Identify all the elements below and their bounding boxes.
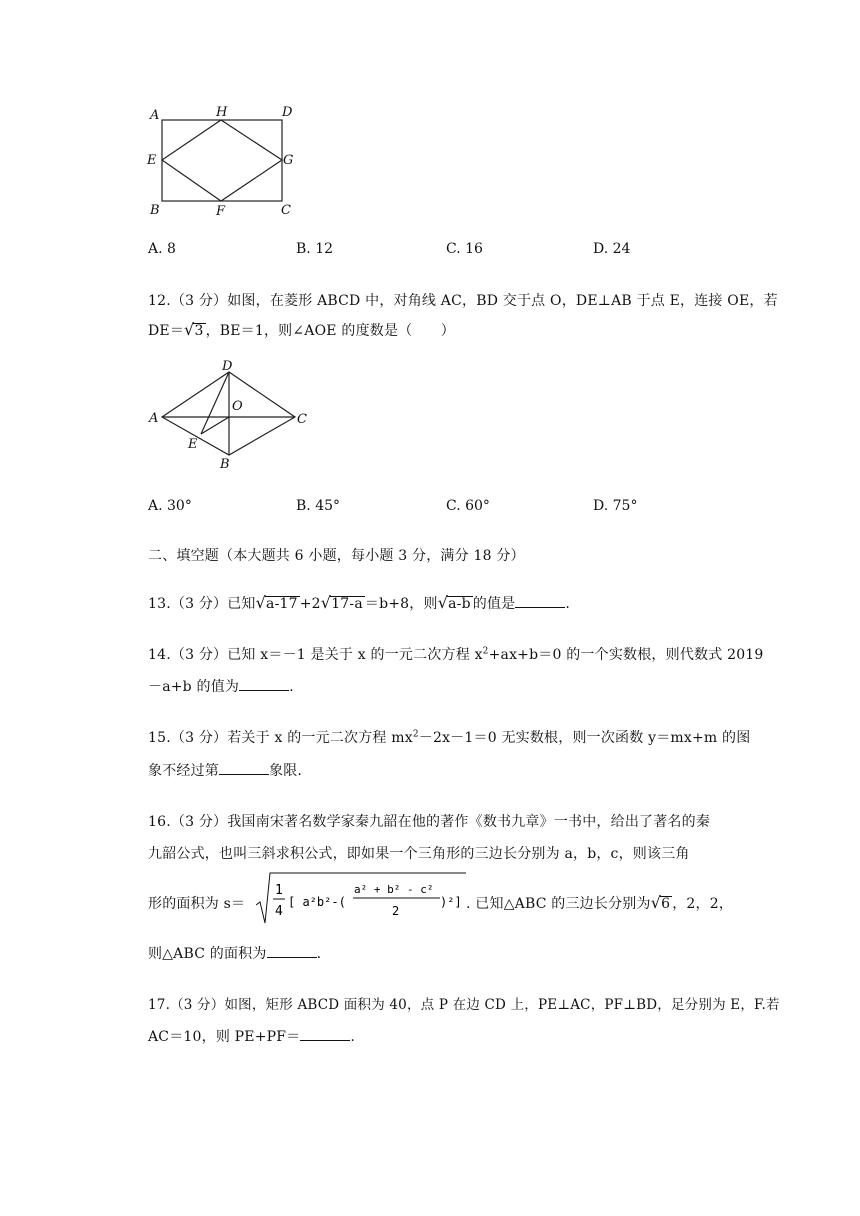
- q14-sup: 2: [482, 646, 489, 657]
- q11-option-c: C. 16: [446, 241, 483, 257]
- q12-score: （3 分）: [170, 293, 228, 309]
- label-o: O: [232, 399, 243, 414]
- q14-line2: [148, 676, 294, 696]
- q13-line: 13.（3 分）已知√a-17 +2√17-a ＝b+8，则√a-b 的值是 .: [148, 593, 571, 612]
- q12-option-d: D. 75°: [593, 498, 638, 514]
- q13-radical-3: a-b: [448, 596, 471, 612]
- label-a: A: [149, 411, 159, 426]
- q12-option-b: B. 45°: [296, 498, 341, 514]
- qin-jiushao-formula: [256, 871, 466, 929]
- q12-option-a: A. 30°: [148, 498, 192, 514]
- q13-plus2: +2: [299, 596, 321, 612]
- q11-option-d: D. 24: [593, 241, 631, 257]
- label-f: F: [216, 204, 226, 219]
- q12-rest: ，BE＝1，则∠AOE 的度数是（ ）: [205, 323, 455, 339]
- q16-text-c: ，2，2，: [672, 896, 734, 912]
- q15-text-c: 象不经过第: [148, 763, 219, 779]
- q13-tail: 的值是: [472, 596, 516, 612]
- q15-line1: [148, 727, 750, 747]
- section-2-heading: 二、填空题（本大题共 6 小题，每小题 3 分，满分 18 分）: [148, 548, 525, 564]
- q17-line1: 17.（3 分）如图，矩形 ABCD 面积为 40，点 P 在边 CD 上，PE⊥AC，PF⊥BD，足分别为 E，F.若: [148, 997, 780, 1013]
- q14-end: .: [289, 679, 294, 695]
- label-b: B: [150, 203, 160, 218]
- label-d: D: [282, 105, 293, 120]
- q14-text-a: 14.（3 分）已知 x＝－1 是关于 x 的一元二次方程 x: [148, 647, 483, 663]
- q14-text-b: +ax+b＝0 的一个实数根，则代数式 2019: [488, 647, 764, 663]
- formula-den-2: 2: [392, 904, 400, 918]
- q12-option-c: C. 60°: [446, 498, 490, 514]
- formula-den-1: 4: [275, 904, 283, 919]
- q12-text: 如图，在菱形 ABCD 中，对角线 AC，BD 交于点 O，DE⊥AB 于点 E，连接 OE，若: [227, 293, 778, 309]
- q16-line3-suffix: . 已知△ABC 的三边长分别为√6 ，2，2，: [466, 893, 734, 912]
- q14-answer-blank[interactable]: [239, 678, 289, 691]
- label-a: A: [150, 108, 160, 123]
- label-b: B: [220, 457, 230, 472]
- q15-sup: 2: [412, 729, 419, 740]
- q16-line3-prefix: 形的面积为 s＝: [148, 896, 246, 912]
- q13-radical-1: a-17: [266, 596, 298, 612]
- q15-answer-blank[interactable]: [219, 762, 269, 775]
- q12-sqrt3: 3: [194, 323, 204, 339]
- q14-line1: [148, 644, 764, 664]
- label-e: E: [188, 437, 198, 452]
- label-g: G: [283, 153, 294, 168]
- q17-answer-blank[interactable]: [300, 1028, 350, 1041]
- q14-text-c: －a+b 的值为: [148, 679, 240, 695]
- q17-text: AC＝10，则 PE+PF＝: [148, 1029, 301, 1045]
- label-h: H: [216, 105, 228, 120]
- q13-eq: ＝b+8，则: [364, 596, 438, 612]
- q16-answer-blank[interactable]: [267, 945, 317, 958]
- label-c: C: [297, 412, 307, 427]
- formula-mid: [ a²b²-(: [288, 895, 346, 909]
- q17-line2: [148, 1026, 355, 1046]
- label-d: D: [222, 359, 233, 374]
- q11-option-b: B. 12: [296, 241, 334, 257]
- q12-line1: [148, 290, 778, 310]
- label-c: C: [281, 203, 291, 218]
- formula-close: )²]: [440, 895, 462, 909]
- q13-answer-blank[interactable]: [515, 595, 565, 608]
- figure-q11-rectangle: [140, 100, 310, 220]
- q16-line1: 16.（3 分）我国南宋著名数学家秦九韶在他的著作《数书九章》一书中，给出了著名的秦: [148, 814, 711, 830]
- q16-sqrt6: 6: [661, 896, 671, 912]
- figure-q12-rhombus: [140, 358, 320, 473]
- q12-number: 12.: [148, 293, 171, 309]
- q12-de: DE＝: [148, 323, 185, 339]
- q15-text-a: 15.（3 分）若关于 x 的一元二次方程 mx: [148, 730, 413, 746]
- q15-text-d: 象限.: [269, 763, 303, 779]
- rectangle-abcd: [162, 120, 282, 201]
- q11-option-a: A. 8: [148, 241, 176, 257]
- q16-text-d: 则△ABC 的面积为: [148, 946, 267, 962]
- q16-line4: [148, 943, 321, 963]
- q15-line2: [148, 760, 302, 780]
- label-e: E: [147, 153, 157, 168]
- q12-line2: DE＝√3 ，BE＝1，则∠AOE 的度数是（ ）: [148, 320, 455, 339]
- q13-end: .: [565, 596, 571, 612]
- q17-end: .: [350, 1029, 356, 1045]
- q13-head: 13.（3 分）已知: [148, 596, 256, 612]
- q16-line2: 九韶公式，也叫三斜求积公式，即如果一个三角形的三边长分别为 a，b，c，则该三角: [148, 846, 690, 862]
- q16-text-b: . 已知△ABC 的三边长分别为: [466, 896, 651, 912]
- formula-num-1: 1: [275, 883, 283, 898]
- q15-text-b: －2x－1＝0 无实数根，则一次函数 y＝mx+m 的图: [418, 730, 751, 746]
- q16-end: .: [316, 946, 322, 962]
- formula-num-2: a² + b² - c²: [354, 883, 434, 896]
- q13-radical-2: 17-a: [331, 596, 363, 612]
- rhombus-ehgf: [162, 120, 282, 201]
